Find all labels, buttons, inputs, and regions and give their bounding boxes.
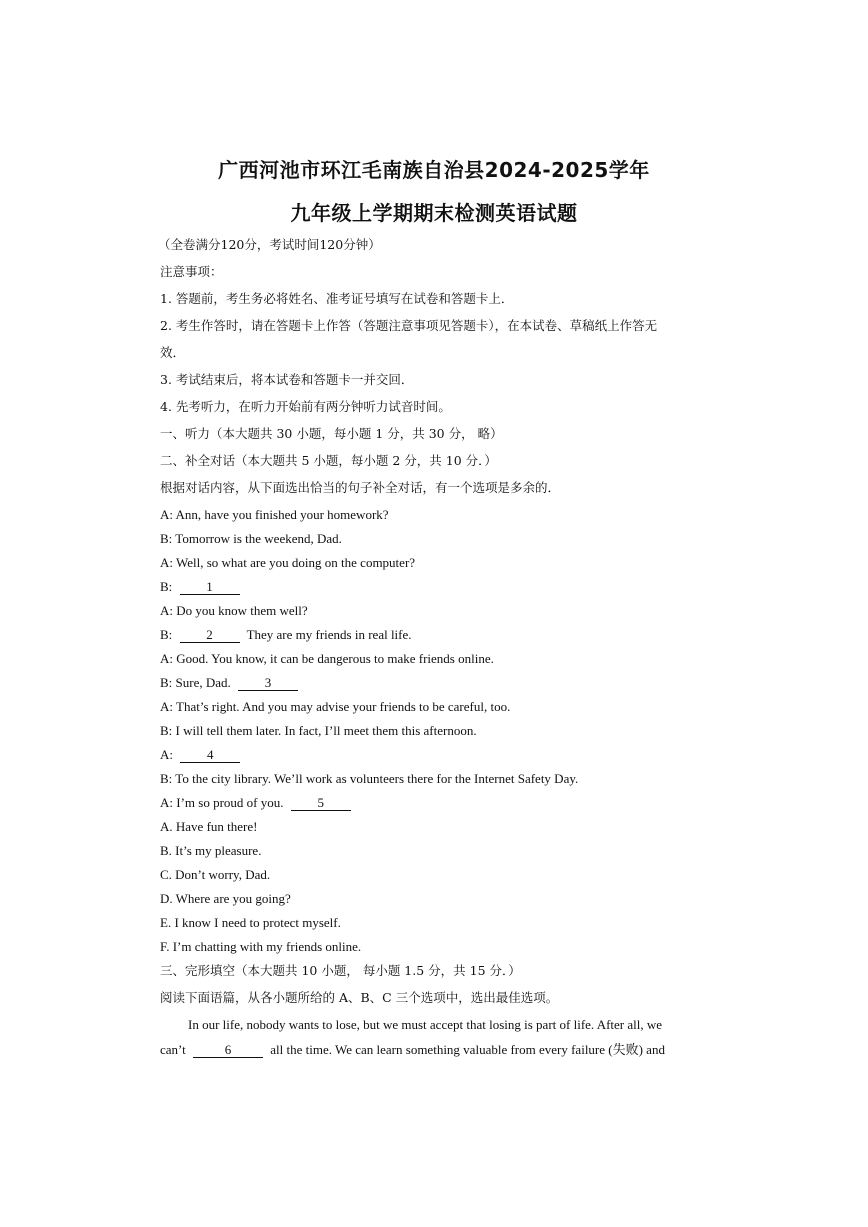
speaker-label: B: <box>160 627 173 642</box>
option-e: E. I know I need to protect myself. <box>160 915 341 930</box>
answer-blank-5: 5 <box>291 796 351 811</box>
dialogue-line-blank-5 <box>160 795 355 811</box>
note-3: 3. 考试结束后，将本试卷和答题卡一并交回． <box>160 372 414 387</box>
dialogue-text: They are my friends in real life. <box>246 627 412 642</box>
dialogue-text: A: I’m so proud of you. <box>160 795 284 810</box>
section-2-instruction: 根据对话内容，从下面选出恰当的句子补全对话，有一个选项是多余的． <box>160 480 561 495</box>
dialogue-line: B: I will tell them later. In fact, I’ll meet them this afternoon. <box>160 723 477 738</box>
title-line-1: 广西河池市环江毛南族自治县2024-2025学年 <box>218 158 650 182</box>
dialogue-line: A: Well, so what are you doing on the computer? <box>160 555 416 570</box>
dialogue-line-blank-3 <box>160 675 302 691</box>
exam-info: （全卷满分120分，考试时间120分钟） <box>158 237 381 252</box>
speaker-label: A: <box>160 747 173 762</box>
dialogue-line: B: Tomorrow is the weekend, Dad. <box>160 531 342 546</box>
notes-heading: 注意事项： <box>160 264 223 279</box>
section-2-heading: 二、补全对话（本大题共 5 小题，每小题 2 分，共 10 分．） <box>160 453 497 468</box>
answer-blank-6: 6 <box>193 1043 263 1058</box>
dialogue-line-blank-4 <box>160 747 244 763</box>
dialogue-line: A: That’s right. And you may advise your friends to be careful, too. <box>160 699 511 714</box>
dialogue-line-blank-2 <box>160 627 412 643</box>
note-2b: 效． <box>160 345 186 360</box>
speaker-label: B: <box>160 579 173 594</box>
title-line-2: 九年级上学期期末检测英语试题 <box>290 201 578 225</box>
option-c: C. Don’t worry, Dad. <box>160 867 271 882</box>
answer-blank-3: 3 <box>238 676 298 691</box>
passage-line-2 <box>160 1042 665 1058</box>
dialogue-line: A: Ann, have you finished your homework? <box>160 507 389 522</box>
section-3-heading: 三、完形填空（本大题共 10 小题， 每小题 1.5 分，共 15 分．） <box>160 963 521 978</box>
section-1-heading: 一、听力（本大题共 30 小题，每小题 1 分，共 30 分， 略） <box>160 426 503 441</box>
passage-text: all the time. We can learn something valuable from every failure (失败) and <box>270 1042 665 1057</box>
note-4: 4. 先考听力，在听力开始前有两分钟听力试音时间。 <box>160 399 451 414</box>
dialogue-text: B: Sure, Dad. <box>160 675 231 690</box>
dialogue-line: A: Good. You know, it can be dangerous to make friends online. <box>160 651 494 666</box>
section-3-instruction: 阅读下面语篇，从各小题所给的 A、B、C 三个选项中，选出最佳选项。 <box>160 990 559 1005</box>
passage-line-1: In our life, nobody wants to lose, but we must accept that losing is part of life. After all, we <box>188 1017 663 1032</box>
answer-blank-4: 4 <box>180 748 240 763</box>
dialogue-line: B: To the city library. We’ll work as volunteers there for the Internet Safety Day. <box>160 771 579 786</box>
answer-blank-2: 2 <box>180 628 240 643</box>
note-2a: 2. 考生作答时，请在答题卡上作答（答题注意事项见答题卡），在本试卷、草稿纸上作答无 <box>160 318 658 333</box>
dialogue-line-blank-1 <box>160 579 244 595</box>
passage-text: can’t <box>160 1042 186 1057</box>
option-d: D. Where are you going? <box>160 891 291 906</box>
answer-blank-1: 1 <box>180 580 240 595</box>
dialogue-line: A: Do you know them well? <box>160 603 308 618</box>
option-a: A. Have fun there! <box>160 819 258 834</box>
option-b: B. It’s my pleasure. <box>160 843 262 858</box>
option-f: F. I’m chatting with my friends online. <box>160 939 362 954</box>
note-1: 1. 答题前，考生务必将姓名、准考证号填写在试卷和答题卡上． <box>160 291 514 306</box>
